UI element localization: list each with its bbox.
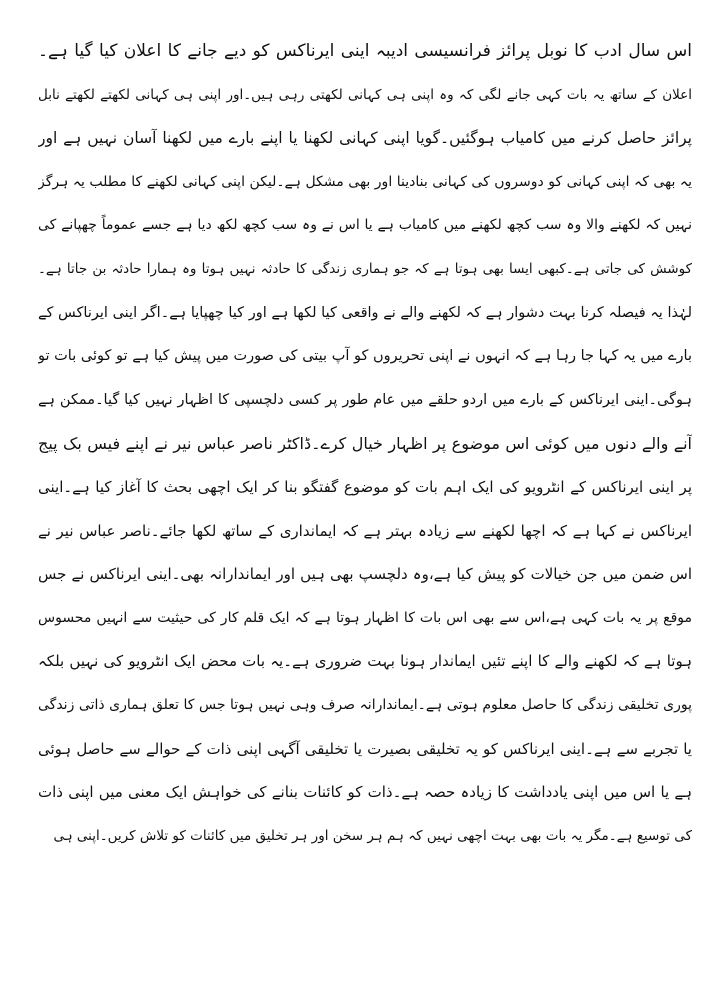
text-line-11: پر اینی ایرناکس کے انٹرویو کی ایک اہم بات کو موضوع گفتگو بنا کر ایک اچھی بحث کا آغاز کیا ہے۔اینی <box>38 477 692 496</box>
text-line-7: لہٰذا یہ فیصلہ کرنا بہت دشوار ہے کہ لکھنے والے نے واقعی کیا لکھا ہے اور کیا چھپایا ہے۔اگر اینی ایرناکس کے <box>38 304 692 321</box>
text-line-13: اس ضمن میں جن خیالات کو پیش کیا ہے،وہ دلچسپ بھی ہیں اور ایماندارانہ بھی۔اینی ایرناکس نے جس <box>38 565 692 584</box>
text-line-16: پوری تخلیقی زندگی کا حاصل معلوم ہوتی ہے۔ایماندارانہ صرف وہی نہیں ہوتا جس کا تعلق ہماری ذاتی زندگی <box>38 696 692 713</box>
text-line-14: موقع پر یہ بات کہی ہے،اس سے بھی اس بات کا اظہار ہوتا ہے کہ ایک قلم کار کی حیثیت سے انہیں محسوس <box>38 609 692 626</box>
text-line-3: پرائز حاصل کرنے میں کامیاب ہوگئیں۔گویا اپنی کہانی لکھنا یا اپنے بارے میں لکھنا آسان نہیں ہے اور <box>38 129 692 148</box>
text-line-9: ہوگی۔اینی ایرناکس کے بارے میں اردو حلقے میں عام طور پر کسی دلچسپی کا اظہار نہیں کیا گیا۔ممکن ہے <box>38 391 692 408</box>
text-line-8: بارے میں یہ کہا جا رہا ہے کہ انہوں نے اپنی تحریروں کو آپ بیتی کی صورت میں پیش کیا ہے تو کوئی بات تو <box>38 348 692 365</box>
text-line-6: کوشش کی جاتی ہے۔کبھی ایسا بھی ہوتا ہے کہ جو ہماری زندگی کا حادثہ نہیں ہوتا وہ ہمارا حادثہ بن جاتا ہے۔ <box>38 260 692 277</box>
text-line-17: یا تجربے سے ہے۔اینی ایرناکس کو یہ تخلیقی بصیرت یا تخلیقی آگہی اپنی ذات کے حوالے سے حاصل ہوئی <box>38 739 692 758</box>
article-paragraph <box>38 30 692 858</box>
text-line-19: کی توسیع ہے۔مگر یہ بات بھی بہت اچھی نہیں کہ ہم ہر سخن اور ہر تخلیق میں کائنات کو تلاش کریں۔اپنی ہی <box>53 827 692 844</box>
text-line-10: آنے والے دنوں میں کوئی اس موضوع پر اظہار خیال کرے۔ڈاکٹر ناصر عباس نیر نے اپنے فیس بک پیج <box>38 434 692 454</box>
text-line-15: ہوتا ہے کہ لکھنے والے کا اپنے تئیں ایماندار ہونا بہت ضروری ہے۔یہ بات محض ایک انٹرویو کی نہیں بلکہ <box>38 652 692 671</box>
text-line-12: ایرناکس نے کہا ہے کہ اچھا لکھنے سے زیادہ بہتر ہے کہ ایمانداری کے ساتھ لکھا جائے۔ناصر عباس نیر نے <box>38 521 692 540</box>
text-line-18: ہے یا اس میں اپنی یادداشت کا زیادہ حصہ ہے۔ذات کو کائنات بنانے کی خواہش ایک معنی میں اپنی ذات <box>38 783 692 802</box>
text-line-2: اعلان کے ساتھ یہ بات کہی جانے لگی کہ وہ اپنی ہی کہانی لکھتی رہی ہیں۔اور اپنی ہی کہانی لکھتے لکھتے نابل <box>38 86 692 103</box>
text-line-4: یہ بھی کہ اپنی کہانی کو دوسروں کی کہانی بنادینا اور بھی مشکل ہے۔لیکن اپنی کہانی لکھنے کا مطلب یہ ہرگز <box>38 173 692 190</box>
text-line-5: نہیں کہ لکھنے والا وہ سب کچھ لکھنے میں کامیاب ہے یا اس نے وہ سب کچھ لکھ دیا ہے جسے عموماً چھپانے کی <box>38 217 692 234</box>
text-line-1: اس سال ادب کا نوبل پرائز فرانسیسی ادیبہ اینی ایرناکس کو دیے جانے کا اعلان کیا گیا ہے۔ <box>38 41 692 61</box>
